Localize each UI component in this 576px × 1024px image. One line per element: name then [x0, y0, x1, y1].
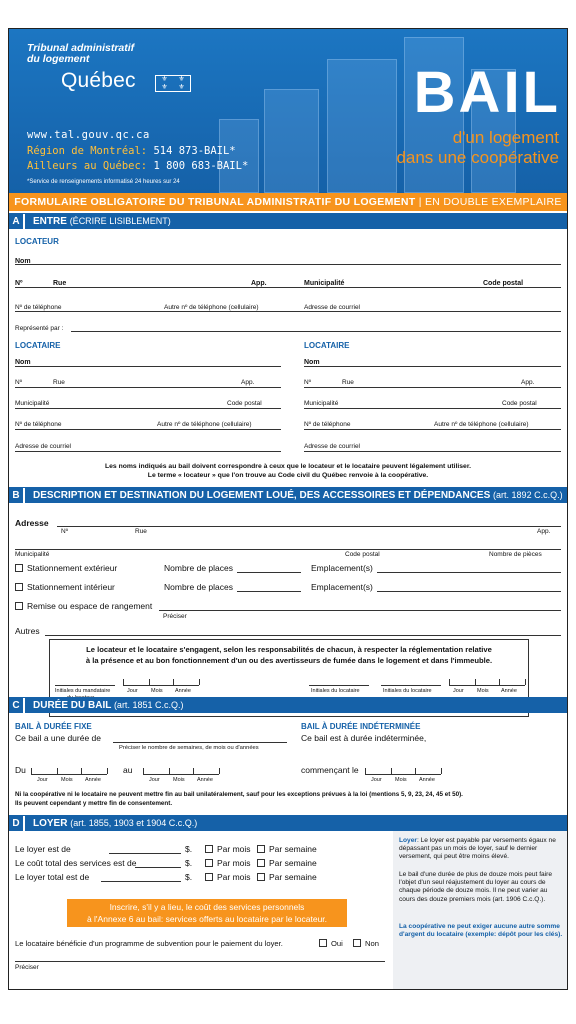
outdoor-places-field[interactable] — [237, 572, 301, 573]
quebec-wordmark: Québec — [61, 69, 136, 92]
storage-field[interactable] — [159, 610, 561, 611]
locateur-name-field[interactable] — [15, 264, 561, 265]
locataire-2-initials-field[interactable] — [381, 685, 441, 686]
locateur-initials-field[interactable] — [55, 685, 115, 686]
elsewhere-phone-line: Ailleurs au Québec: 1 800 683-BAIL* — [27, 160, 249, 172]
locataire-2-city-field[interactable] — [304, 408, 561, 409]
section-b-header: B DESCRIPTION ET DESTINATION DU LOGEMENT LOUÉ, DES ACCESSOIRES ET DÉPENDANCES (art. 1892 C.c.Q.) — [9, 487, 567, 503]
fixed-start-date-field[interactable] — [31, 774, 107, 775]
service-note: *Service de renseignements informatisé 24 heures sur 24 — [27, 179, 180, 185]
subsidy-yes-checkbox[interactable]: Oui — [319, 939, 343, 948]
outdoor-locations-field[interactable] — [377, 572, 561, 573]
indeterminate-start-date-field[interactable] — [365, 774, 441, 775]
rent-note-2: Le bail d'une durée de plus de douze mois peut faire l'objet d'un seul réajustement du loyer au cours de chaque période de douze mois. Il ne peut varier au cours des douze premiers mois (art. 1906 C.c.Q.). — [399, 871, 553, 903]
total-rent-field[interactable] — [101, 881, 181, 882]
rent-note-3: La coopérative ne peut exiger aucune autre somme d'argent du locataire (exemple: dépôt pour les clés). — [399, 923, 563, 939]
locataire-1-phone-field[interactable] — [15, 429, 281, 430]
dwelling-city-field[interactable] — [15, 549, 561, 550]
termination-note-2: Ils peuvent cependant y mettre fin de consentement. — [15, 800, 173, 807]
representative-field[interactable] — [71, 331, 561, 332]
locataire-date-field[interactable] — [449, 685, 525, 686]
rent-amount-field[interactable] — [109, 853, 181, 854]
form-header — [9, 29, 567, 193]
locateur-phone-field[interactable] — [15, 311, 561, 312]
section-a-header: A ENTRE (ÉCRIRE LISIBLEMENT) — [9, 213, 567, 229]
termination-note-1: Ni la coopérative ni le locataire ne peuvent mettre fin au bail unilatéralement, sauf pour les exceptions prévues à la loi (mentions 5, 9, 23, 24, 45 et 50). — [15, 791, 463, 798]
outdoor-parking-checkbox[interactable]: Stationnement extérieur — [15, 563, 117, 573]
rent-per-month-checkbox[interactable]: Par mois — [205, 844, 251, 854]
form-subtitle-1: d'un logement — [452, 128, 559, 147]
org-name: Tribunal administratif du logement — [27, 42, 135, 65]
other-accessories-field[interactable] — [45, 635, 561, 636]
services-per-month-checkbox[interactable]: Par mois — [205, 858, 251, 868]
rent-per-week-checkbox[interactable]: Par semaine — [257, 844, 317, 854]
website-url[interactable]: www.tal.gouv.qc.ca — [27, 129, 150, 141]
indoor-places-field[interactable] — [237, 591, 301, 592]
services-per-week-checkbox[interactable]: Par semaine — [257, 858, 317, 868]
locataire-1-email-field[interactable] — [15, 451, 281, 452]
fixed-lease-heading: BAIL À DURÉE FIXE — [15, 722, 92, 731]
dwelling-address-field[interactable] — [57, 526, 561, 527]
subsidy-no-checkbox[interactable]: Non — [353, 939, 379, 948]
names-note-1: Les noms indiqués au bail doivent correspondre à ceux que le locateur et le locataire peuvent légalement utiliser. — [104, 463, 471, 470]
total-per-week-checkbox[interactable]: Par semaine — [257, 872, 317, 882]
storage-checkbox[interactable]: Remise ou espace de rangement — [15, 601, 152, 611]
locataire-2-phone-field[interactable] — [304, 429, 561, 430]
locataire-1-initials-field[interactable] — [309, 685, 369, 686]
locataire-2-name-field[interactable] — [304, 366, 561, 367]
names-note-2: Le terme « locateur » que l'on trouve au Code civil du Québec renvoie à la coopérative. — [147, 472, 429, 479]
section-c-header: C DURÉE DU BAIL (art. 1851 C.c.Q.) — [9, 697, 567, 713]
locataire-2-address-field[interactable] — [304, 387, 561, 388]
locataire-1-city-field[interactable] — [15, 408, 281, 409]
quebec-flag-icon: ⚜ ⚜ ⚜ ⚜ — [155, 75, 191, 92]
total-per-month-checkbox[interactable]: Par mois — [205, 872, 251, 882]
locataire-1-address-field[interactable] — [15, 387, 281, 388]
locataire-1-name-field[interactable] — [15, 366, 281, 367]
locataire-1-heading: LOCATAIRE — [15, 341, 61, 350]
mandatory-form-band: FORMULAIRE OBLIGATOIRE DU TRIBUNAL ADMINISTRATIF DU LOGEMENT | EN DOUBLE EXEMPLAIRE — [9, 193, 567, 211]
locataire-2-heading: LOCATAIRE — [304, 341, 350, 350]
lease-form-page: Tribunal administratif du logement Québec ⚜ ⚜ ⚜ ⚜ www.tal.gouv.qc.ca Région de Montréal: 514 873-BAIL* Ailleurs au Québec: 1 800 683-BAIL* *Service de renseignements informatisé 24 heures sur 24 BAIL d'un logement dans une coopérative FORMULAIRE OBLIGATOIRE DU TRIBUNAL ADMINISTRATIF DU LOGEMENT | EN DOUBLE EXEMPLAIRE A ENTRE (ÉCRIRE LISIBLEMENT) LOCATEUR Nom Nº Rue App. Municipalité Code postal Nº de téléphone Autre nº de téléphone (cellulaire) Adresse de courriel Représenté par : LOCATAIRE LOCATAIRE Nom Nom Nº Rue App. Nº Rue App. Municipalité Code postal Municipalité Code postal Nº de téléphone Autre nº de téléphone (cellulaire) Nº de téléphone Autre nº de téléphone (cellulaire) Adresse de courriel Adresse de courriel Les noms indiqués au bail doivent correspondre à ceux que le locateur et le locataire peuvent légalement utiliser. Le terme « locateur » que l'on trouve au Code civil du Québec renvoie à la coopérative. B DESCRIPTION ET DESTINATION DU LOGEMENT LOUÉ, DES ACCESSOIRES ET DÉPENDANCES (art. 1892 C.c.Q.) Adresse Nº Rue App. Municipalité Code postal Nombre de pièces Stationnement extérieur Nombre de places Emplacement(s) Stationnement intérieur Nombre de places Emplacement(s) Remise ou espace de rangement Préciser Autres Le locateur et le locataire s'engagent, selon les responsabilités de chacun, à respecter la réglementation relative à la présence et au bon fonctionnement d'un ou des avertisseurs de fumée dans le logement et dans l'immeuble. Initiales du mandataire Jour Mois Année Initiales du locataire Initiales du locataire Jour Mois Année C DURÉE DU BAIL (art. 1851 C.c.Q.) BAIL À DURÉE FIXE Ce bail a une durée de Préciser le nombre de semaines, de mois ou d'années Du Jour Mois Année au Jour Mois Année BAIL À DURÉE INDÉTERMINÉE Ce bail est à durée indéterminée, commençant le Jour Mois Année Ni la coopérative ni le locataire ne peuvent mettre fin au bail unilatéralement, sauf pour les exceptions prévues à la loi (mentions 5, 9, 23, 24, 45 et 50). Ils peuvent cependant y mettre fin de consentement. D LOYER (art. 1855, 1903 et 1904 C.c.Q.) Loyer: Le loyer est payable par versements égaux ne dépassant pas un mois de loyer, sauf le dernier versement, qui peut être moins élevé. Le bail d'une durée de plus de douze mois peut faire l'objet d'un seul réajustement du loyer au cours de chaque période de douze mois. Il ne peut varier au cours des douze premiers mois (art. 1906 C.c.Q.). La coopérative ne peut exiger aucune autre somme d'argent du locataire (exemple: dépôt pour les clés). Le loyer est de $. Par mois Par semaine Le coût total des services est de $. Par mois Par semaine Le loyer total est de $. Par mois Par semaine Inscrire, s'il y a lieu, le coût des services personnels à l'Annexe 6 au bail: services offerts au locataire par le locateur. Le locataire bénéficie d'un programme de subvention pour le paiement du loyer. Oui Non Préciser — [8, 28, 568, 990]
locateur-heading: LOCATEUR — [15, 237, 59, 246]
building-graphic — [327, 59, 397, 193]
indoor-parking-checkbox[interactable]: Stationnement intérieur — [15, 582, 115, 592]
form-title: BAIL — [413, 60, 561, 125]
form-subtitle-2: dans une coopérative — [396, 148, 559, 167]
indeterminate-lease-heading: BAIL À DURÉE INDÉTERMINÉE — [301, 722, 421, 731]
fixed-end-date-field[interactable] — [143, 774, 219, 775]
montreal-phone-line: Région de Montréal: 514 873-BAIL* — [27, 145, 236, 157]
building-graphic — [264, 89, 319, 193]
indoor-locations-field[interactable] — [377, 591, 561, 592]
services-amount-field[interactable] — [135, 867, 181, 868]
section-d-header: D LOYER (art. 1855, 1903 et 1904 C.c.Q.) — [9, 815, 567, 831]
locateur-address-field[interactable] — [15, 287, 561, 288]
personal-services-banner: Inscrire, s'il y a lieu, le coût des services personnels à l'Annexe 6 au bail: services offerts au locataire par le locateur. — [67, 899, 347, 927]
fixed-duration-field[interactable] — [113, 742, 287, 743]
locateur-date-field[interactable] — [123, 685, 199, 686]
subsidy-details-field[interactable] — [15, 961, 385, 962]
locataire-2-email-field[interactable] — [304, 451, 561, 452]
rent-note-1: Loyer: Le loyer est payable par versements égaux ne dépassant pas un mois de loyer, sauf le dernier versement, qui peut être moins élevé. — [399, 837, 556, 861]
